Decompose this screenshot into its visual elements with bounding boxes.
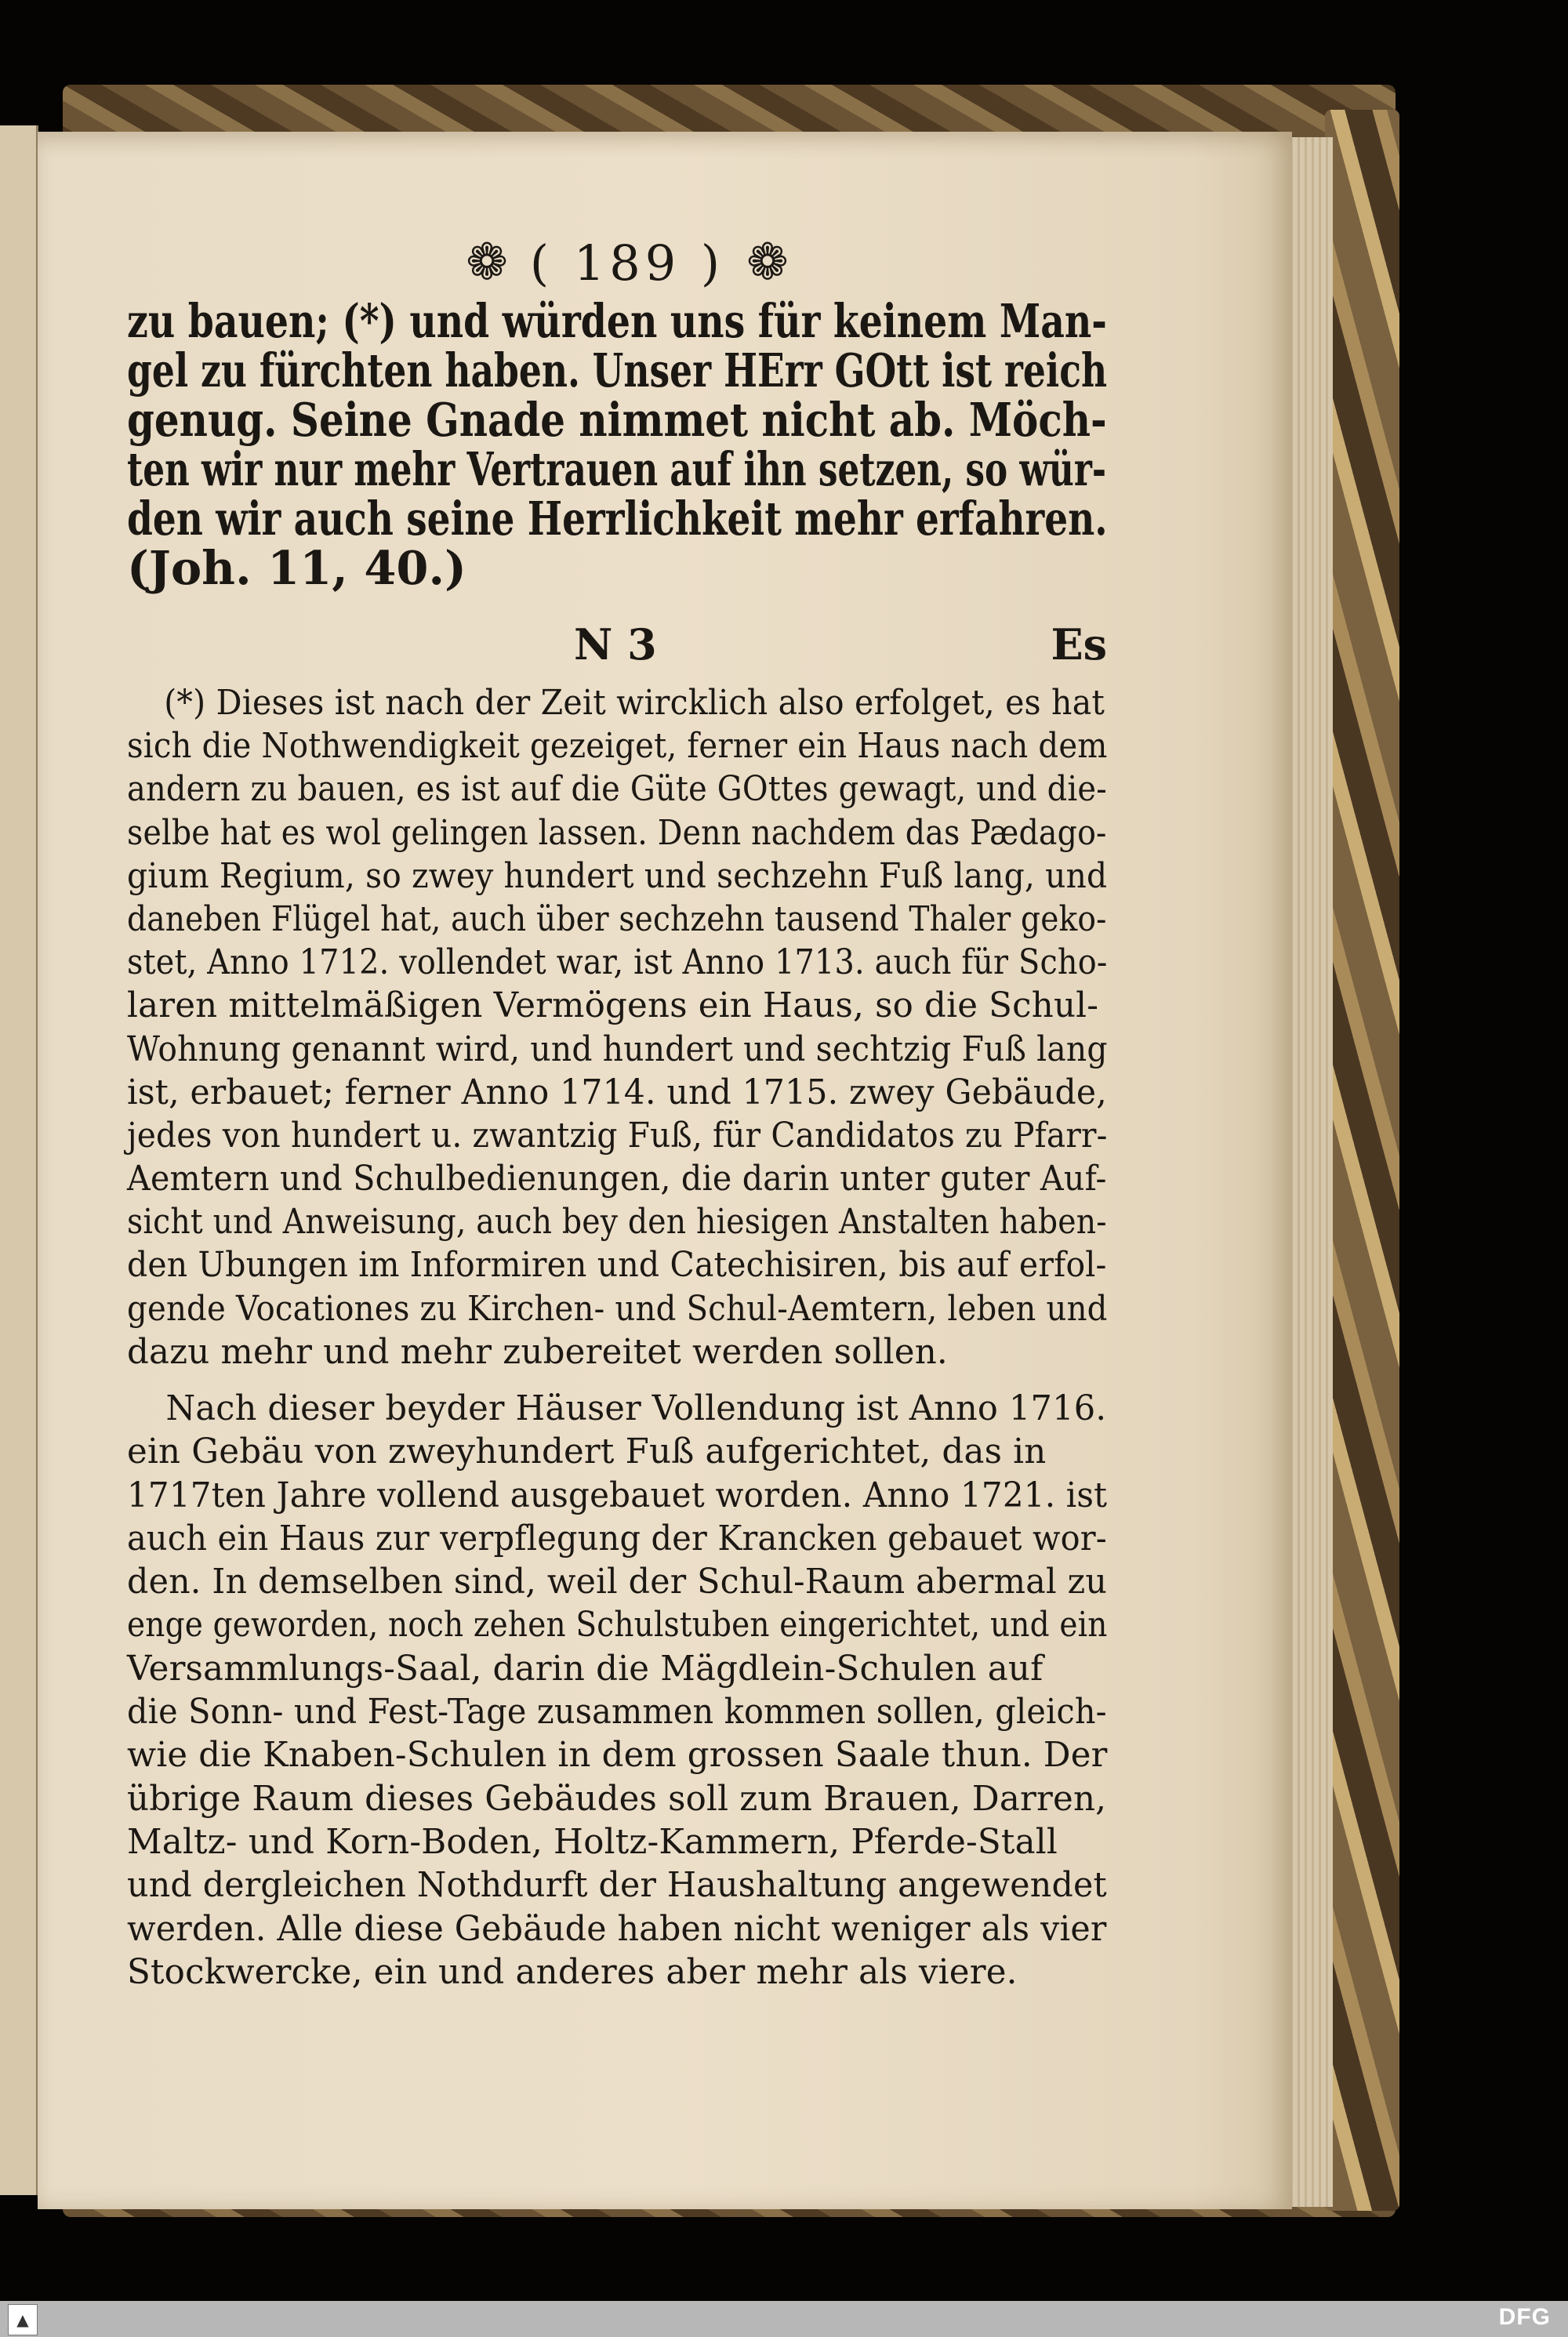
footnote-line: selbe hat es wol gelingen lassen. Denn nachdem das Pædago- — [127, 813, 1107, 853]
ornament-icon: ❁ — [746, 234, 789, 292]
footnote-line: laren mittelmäßigen Vermögens ein Haus, so die Schul- — [127, 986, 1099, 1026]
paragraph-line: 1717ten Jahre vollend ausgebauet worden. Anno 1721. ist — [127, 1475, 1108, 1515]
page-number: ( 189 ) — [529, 234, 725, 292]
footnote-line: andern zu bauen, es ist auf die Güte GOttes gewagt, und die- — [127, 770, 1107, 810]
library-logo-icon[interactable]: ▲ — [8, 2304, 38, 2335]
text-line: gel zu fürchten haben. Unser HErr GOtt ist reich — [127, 343, 1108, 397]
main-text — [127, 296, 1107, 593]
dfg-logo[interactable]: DFG — [1498, 2304, 1551, 2330]
paragraph-line: Maltz- und Korn-Boden, Holtz-Kammern, Pferde-Stall — [127, 1822, 1058, 1862]
page-header — [423, 227, 831, 298]
text-line: den wir auch seine Herrlichkeit mehr erfahren. — [127, 492, 1108, 546]
paragraph-line: auch ein Haus zur verpflegung der Krancken gebauet wor- — [127, 1519, 1107, 1559]
paragraph-line: ein Gebäu von zweyhundert Fuß aufgerichtet, das in — [127, 1432, 1047, 1472]
page-stack-edge — [1286, 137, 1333, 2207]
footnote-line: (*) Dieses ist nach der Zeit wircklich also erfolget, es hat — [164, 684, 1105, 723]
paragraph-line: Stockwercke, ein und anderes aber mehr als viere. — [127, 1952, 1018, 1992]
paragraph-line: Versammlungs-Saal, darin die Mägdlein-Schulen auf — [127, 1649, 1044, 1689]
paragraph-line: und dergleichen Nothdurft der Haushaltung angewendet — [127, 1866, 1107, 1906]
footnote-line: Aemtern und Schulbedienungen, die darin unter guter Auf- — [127, 1159, 1107, 1199]
footnote-line: dazu mehr und mehr zubereitet werden sollen. — [127, 1332, 948, 1372]
footnote-line: den Ubungen im Informiren und Catechisiren, bis auf erfol- — [127, 1246, 1107, 1286]
text-line: (Joh. 11, 40.) — [127, 541, 466, 595]
catchword: Es — [1051, 619, 1107, 670]
paragraph-line: die Sonn- und Fest-Tage zusammen kommen sollen, gleich- — [127, 1693, 1107, 1733]
signature-mark: N 3 — [574, 619, 657, 670]
footnote-line: sicht und Anweisung, auch bey den hiesigen Anstalten haben- — [127, 1203, 1107, 1243]
paragraph — [127, 1388, 1107, 1994]
paragraph-line: enge geworden, noch zehen Schulstuben eingerichtet, und ein — [127, 1606, 1108, 1646]
viewer-footer — [0, 2301, 1568, 2337]
footnote — [127, 682, 1107, 1374]
paragraph-line: werden. Alle diese Gebäude haben nicht weniger als vier — [127, 1909, 1107, 1949]
paragraph-line: wie die Knaben-Schulen in dem grossen Saale thun. Der — [127, 1736, 1108, 1776]
paragraph-line: übrige Raum dieses Gebäudes soll zum Brauen, Darren, — [127, 1779, 1107, 1819]
footnote-line: sich die Nothwendigkeit gezeiget, ferner ein Haus nach dem — [127, 727, 1108, 767]
footnote-line: stet, Anno 1712. vollendet war, ist Anno 1713. auch für Scho- — [127, 943, 1108, 983]
footnote-line: gium Regium, so zwey hundert und sechzehn Fuß lang, und — [127, 856, 1108, 896]
marbled-cover-edge — [1325, 110, 1399, 2211]
facing-page-edge — [0, 125, 38, 2195]
paragraph-line: Nach dieser beyder Häuser Vollendung ist Anno 1716. — [165, 1389, 1107, 1428]
footnote-line: daneben Flügel hat, auch über sechzehn tausend Thaler geko- — [127, 899, 1107, 939]
text-line: ten wir nur mehr Vertrauen auf ihn setzen, so wür- — [127, 442, 1107, 496]
paragraph-line: den. In demselben sind, weil der Schul-Raum abermal zu — [127, 1562, 1108, 1602]
text-line: genug. Seine Gnade nimmet nicht ab. Möch- — [127, 393, 1107, 447]
footnote-line: gende Vocationes zu Kirchen- und Schul-Aemtern, leben und — [127, 1289, 1108, 1329]
footnote-line: jedes von hundert u. zwantzig Fuß, für Candidatos zu Pfarr- — [127, 1116, 1108, 1156]
ornament-icon: ❁ — [466, 234, 508, 292]
signature-row — [127, 619, 1107, 674]
footnote-line: ist, erbauet; ferner Anno 1714. und 1715. zwey Gebäude, — [127, 1072, 1107, 1112]
footnote-line: Wohnung genannt wird, und hundert und sechtzig Fuß lang — [127, 1029, 1108, 1069]
text-line: zu bauen; (*) und würden uns für keinem Man- — [127, 294, 1107, 348]
